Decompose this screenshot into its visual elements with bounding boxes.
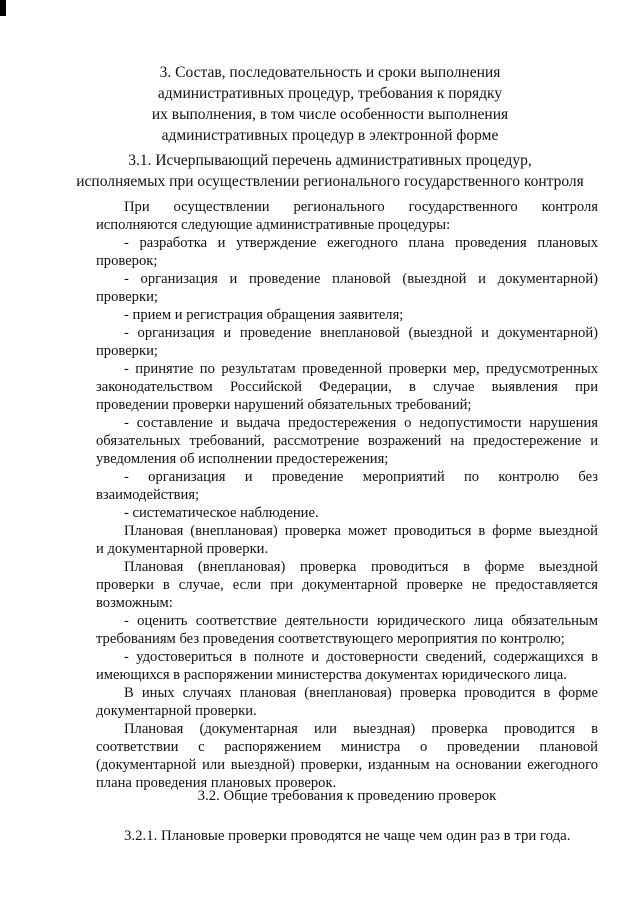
text-line: соответствии с распоряжением министра о проведении плановой xyxy=(96,739,598,755)
section-title-line: административных процедур в электронной форме xyxy=(161,127,499,144)
document-body xyxy=(96,198,598,792)
text-line: проверки в случае, если при документарной проверке не предоставляется xyxy=(96,577,598,593)
text-line: исполняются следующие административные процедуры: xyxy=(96,217,451,233)
scan-corner-mark xyxy=(0,0,6,16)
text-line: - удостовериться в полноте и достоверности сведений, содержащихся в xyxy=(124,649,598,665)
paragraph-forms xyxy=(96,522,598,558)
text-line: При осуществлении регионального государственного контроля xyxy=(124,199,598,215)
paragraph-onsite xyxy=(96,558,598,612)
list-item xyxy=(96,612,598,648)
list-item xyxy=(96,468,598,504)
text-line: Плановая (внеплановая) проверка может проводиться в форме выездной xyxy=(124,523,598,539)
text-line: законодательством Российской Федерации, в случае выявления при xyxy=(96,379,598,395)
text-line: проведении проверки нарушений обязательных требований; xyxy=(96,397,472,413)
paragraph-other xyxy=(96,684,598,720)
text-line: документарной проверки. xyxy=(96,703,257,719)
text-line: Плановая (документарная или выездная) проверка проводится в xyxy=(124,721,598,737)
section-title-line: их выполнения, в том числе особенности выполнения xyxy=(151,106,509,123)
text-line: (документарной или выездной) проверки, изданным на основании ежегодного xyxy=(96,757,598,773)
text-line: - оценить соответствие деятельности юридического лица обязательным xyxy=(124,613,598,629)
text-line: - организация и проведение внеплановой (выездной и документарной) xyxy=(124,325,598,341)
text-line: взаимодействия; xyxy=(96,487,200,503)
text-line: - принятие по результатам проведенной проверки мер, предусмотренных xyxy=(124,361,598,377)
list-item xyxy=(96,504,598,522)
text-line: плана проведения плановых проверок. xyxy=(96,775,337,791)
text-line: - организация и проведение плановой (выездной и документарной) xyxy=(124,271,598,287)
text-line: и документарной проверки. xyxy=(96,541,269,557)
text-line: требованиям без проведения соответствующего мероприятия по контролю; xyxy=(96,631,565,647)
text-line: - организация и проведение мероприятий по контролю без xyxy=(124,469,598,485)
text-line: имеющихся в распоряжении министерства документах юридического лица. xyxy=(96,667,567,683)
text-line: проверки; xyxy=(96,289,158,305)
list-item xyxy=(96,360,598,414)
text-line: - систематическое наблюдение. xyxy=(124,505,319,521)
paragraph-order xyxy=(96,720,598,792)
list-item xyxy=(96,414,598,468)
text-line: В иных случаях плановая (внеплановая) проверка проводится в форме xyxy=(124,685,598,701)
text-line: - прием и регистрация обращения заявителя; xyxy=(124,307,404,323)
text-line: проверок; xyxy=(96,253,158,269)
list-item xyxy=(96,306,598,324)
section-title-line: 3. Состав, последовательность и сроки выполнения xyxy=(159,64,501,81)
subsection-title-line: исполняемых при осуществлении регионального государственного контроля xyxy=(76,173,584,190)
text-line: - разработка и утверждение ежегодного плана проведения плановых xyxy=(124,235,598,251)
text-line: - составление и выдача предостережения о недопустимости нарушения xyxy=(124,415,598,431)
text-line: обязательных требований, рассмотрение возражений на предостережение и xyxy=(96,433,598,449)
text-line: проверки; xyxy=(96,343,158,359)
text-line: уведомления об исполнении предостережения; xyxy=(96,451,389,467)
subsection-3-1-title xyxy=(40,150,620,192)
text-line: возможным: xyxy=(96,595,173,611)
section-title xyxy=(60,62,600,146)
clause-3-2-1: 3.2.1. Плановые проверки проводятся не чаще чем один раз в три года. xyxy=(124,828,571,844)
section-title-line: административных процедур, требования к порядку xyxy=(157,85,503,102)
list-item xyxy=(96,234,598,270)
subsection-title-line: 3.1. Исчерпывающий перечень административных процедур, xyxy=(128,152,532,169)
list-item xyxy=(96,270,598,306)
text-line: Плановая (внеплановая) проверка проводиться в форме выездной xyxy=(124,559,598,575)
paragraph-intro xyxy=(96,198,598,234)
list-item xyxy=(96,648,598,684)
list-item xyxy=(96,324,598,360)
subsection-3-2-title: 3.2. Общие требования к проведению проверок xyxy=(197,788,497,804)
